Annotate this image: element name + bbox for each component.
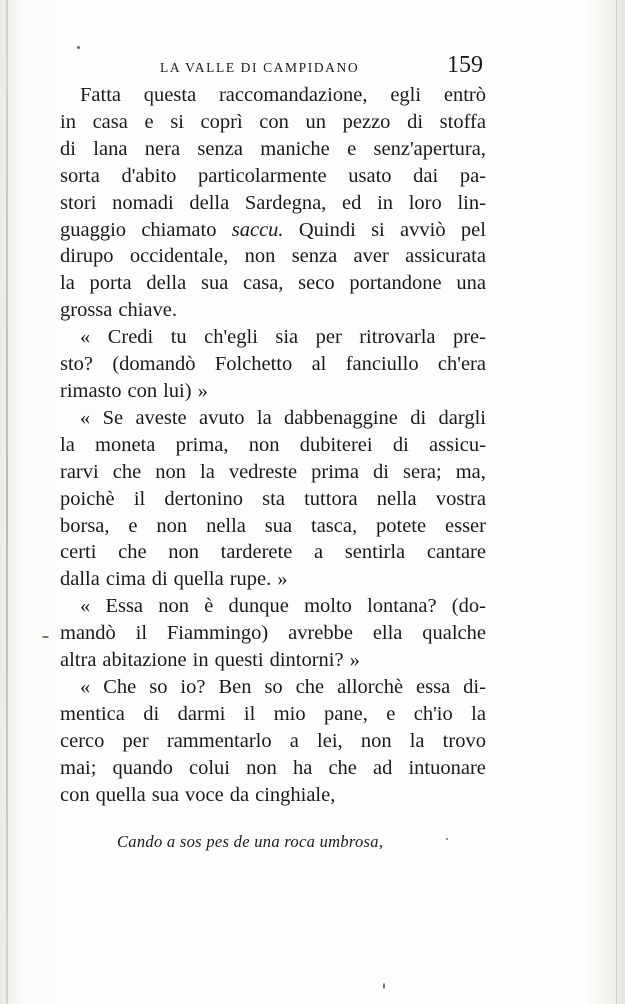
text-line — [60, 674, 486, 701]
word: Se — [102, 406, 124, 429]
paper-speck — [77, 46, 80, 49]
word: non — [244, 245, 276, 268]
word: della — [146, 272, 187, 295]
word: aver — [353, 245, 389, 268]
word: « — [80, 675, 91, 698]
word: dargli — [438, 406, 486, 429]
word: rupe. — [229, 568, 272, 591]
word: vedreste — [228, 460, 298, 483]
word: egli — [390, 84, 422, 106]
word: non — [248, 433, 280, 456]
word: cima — [105, 568, 146, 591]
word: saccu. — [231, 218, 284, 241]
word: (do- — [451, 595, 486, 618]
text-line — [60, 378, 486, 405]
word: assicurata — [405, 245, 486, 268]
text-line — [60, 566, 486, 593]
word: il — [243, 702, 256, 725]
word: Fiammingo) — [166, 622, 269, 645]
text-line — [60, 782, 486, 809]
word: moneta — [95, 433, 156, 456]
word: il — [135, 622, 148, 645]
running-title: LA VALLE DI CAMPIDANO — [160, 60, 360, 75]
word: non — [158, 595, 189, 618]
word: di — [151, 568, 168, 591]
word: so — [149, 675, 168, 698]
word: sua — [151, 783, 180, 806]
word: di — [373, 460, 389, 483]
word: il — [133, 487, 146, 510]
word: poichè — [60, 487, 115, 510]
word: dertonino — [164, 487, 243, 510]
word: mio — [273, 702, 306, 725]
word: pel — [460, 218, 486, 241]
text-line — [60, 647, 486, 674]
word: sera; — [403, 460, 442, 483]
word: pa- — [459, 164, 486, 187]
word: voce — [185, 783, 224, 806]
text-line — [60, 432, 486, 459]
word: colui — [189, 756, 231, 779]
word: quando — [112, 756, 173, 779]
word: guaggio — [60, 218, 127, 241]
word: dubiterei — [299, 433, 373, 456]
word: Fatta — [80, 84, 121, 106]
word: darmi — [177, 702, 226, 725]
word: seco — [298, 272, 335, 295]
text-line — [60, 513, 486, 540]
text-line — [60, 539, 486, 566]
word: casa, — [243, 272, 284, 295]
word: « — [80, 595, 91, 618]
paper-speck — [42, 636, 49, 638]
word: sia — [275, 326, 299, 349]
word: pre- — [452, 326, 486, 349]
word: di — [143, 702, 160, 725]
word: avuto — [199, 406, 245, 429]
word: certi — [60, 541, 97, 564]
word: ma, — [455, 460, 486, 483]
word: Quindi — [298, 218, 356, 241]
word: di- — [463, 675, 486, 698]
word: dalla — [60, 568, 100, 591]
text-line — [60, 243, 486, 270]
verse-line: Cando a sos pes de una roca umbrosa, — [117, 832, 384, 851]
word: ha — [292, 756, 313, 779]
text-line — [60, 324, 486, 351]
word: esser — [445, 514, 486, 537]
word: chiave. — [118, 299, 178, 322]
word: stoffa — [439, 110, 486, 133]
word: non — [246, 756, 277, 779]
text-line — [60, 109, 486, 136]
word: tasca, — [311, 514, 358, 537]
word: rimasto — [60, 379, 122, 402]
word: sorta — [60, 164, 100, 187]
word: cantare — [426, 541, 486, 564]
page-number: 159 — [447, 52, 483, 78]
word: senz'apertura, — [373, 137, 486, 160]
word: Ben — [218, 675, 252, 698]
word: che — [112, 460, 142, 483]
word: mentica — [60, 702, 125, 725]
word: della — [189, 191, 230, 214]
word: avviò — [400, 218, 446, 241]
word: trovo — [442, 729, 486, 752]
word: fanciullo — [345, 353, 419, 376]
text-line — [60, 620, 486, 647]
word: nomadi — [112, 191, 174, 214]
word: dai — [413, 164, 439, 187]
word: sto? — [60, 353, 94, 376]
word: che — [295, 675, 325, 698]
word: mai; — [60, 756, 97, 779]
word: si — [170, 110, 184, 133]
word: occidentale, — [129, 245, 229, 268]
word: di — [60, 137, 76, 160]
word: rammentarlo — [166, 729, 272, 752]
word: dunque — [228, 595, 289, 618]
word: ad — [373, 756, 393, 779]
word: lontana? — [367, 595, 437, 618]
word: entrò — [443, 84, 486, 106]
word: pezzo — [342, 110, 391, 133]
word: porta — [89, 272, 132, 295]
word: la — [60, 272, 75, 295]
word: so — [264, 675, 283, 698]
text-line — [60, 593, 486, 620]
word: lin- — [457, 191, 486, 214]
word: avrebbe — [288, 622, 353, 645]
word: borsa, — [60, 514, 110, 537]
word: lui) — [163, 379, 192, 402]
word: ritrovarla — [359, 326, 436, 349]
word: sentirla — [344, 541, 406, 564]
text-line — [60, 163, 486, 190]
word: grossa — [60, 299, 113, 322]
word: Essa — [105, 595, 144, 618]
word: di — [407, 110, 424, 133]
word: qualche — [422, 622, 486, 645]
word: loro — [408, 191, 442, 214]
word: prima — [311, 460, 359, 483]
word: sua — [264, 514, 293, 537]
page-binding-edge — [6, 0, 8, 1004]
text-line — [60, 351, 486, 378]
word: e — [347, 137, 357, 160]
word: la — [471, 702, 486, 725]
word: quella — [173, 568, 224, 591]
word: abitazione — [102, 649, 187, 672]
word: tuttora — [304, 487, 358, 510]
word: non — [155, 460, 186, 483]
word: allorchè — [337, 675, 404, 698]
text-line — [60, 270, 486, 297]
paper-speck — [446, 838, 448, 840]
word: Sardegna, — [244, 191, 327, 214]
word: con — [259, 110, 289, 133]
word: ch'egli — [204, 326, 258, 349]
word: intuonare — [408, 756, 486, 779]
word: sua — [200, 272, 229, 295]
word: che — [328, 756, 357, 779]
word: usato — [348, 164, 392, 187]
word: » — [197, 379, 208, 402]
word: non — [168, 541, 199, 564]
word: non — [360, 729, 392, 752]
word: casa — [92, 110, 128, 133]
text-line — [60, 297, 486, 324]
text-line — [60, 190, 486, 217]
word: ch'io — [413, 702, 453, 725]
word: non — [156, 514, 188, 537]
word: la — [60, 433, 75, 456]
word: Credi — [107, 326, 154, 349]
word: la — [409, 729, 425, 752]
word: dintorni? — [269, 649, 344, 672]
word: a — [289, 729, 299, 752]
word: ed — [342, 191, 362, 214]
word: in — [60, 110, 76, 133]
word: di — [392, 433, 409, 456]
word: da — [229, 783, 250, 806]
word: « — [80, 326, 91, 349]
word: la — [200, 460, 215, 483]
word: io? — [180, 675, 206, 698]
word: » — [349, 649, 360, 672]
word: a — [314, 541, 324, 564]
word: e — [128, 514, 138, 537]
word: portandone — [349, 272, 442, 295]
word: che — [118, 541, 147, 564]
word: questa — [143, 84, 197, 106]
word: maniche — [260, 137, 330, 160]
word: per — [315, 326, 342, 349]
word: e — [144, 110, 154, 133]
word: pane, — [324, 702, 368, 725]
word: al — [311, 353, 327, 376]
word: lei, — [317, 729, 343, 752]
text-line — [60, 701, 486, 728]
word: e — [386, 702, 396, 725]
text-line — [60, 82, 486, 109]
word: dabbenaggine — [284, 406, 398, 429]
word: cerco — [60, 729, 105, 752]
word: è — [204, 595, 214, 618]
word: tu — [170, 326, 187, 349]
word: questi — [214, 649, 264, 672]
word: tarderete — [220, 541, 293, 564]
body-text — [60, 82, 486, 808]
word: altra — [60, 649, 97, 672]
text-line — [60, 728, 486, 755]
word: un — [305, 110, 327, 133]
paper-speck — [383, 983, 385, 989]
word: d'abito — [121, 164, 177, 187]
word: la — [256, 406, 272, 429]
word: in — [192, 649, 209, 672]
text-line — [60, 755, 486, 782]
text-line — [60, 136, 486, 163]
word: nera — [144, 137, 181, 160]
word: sta — [262, 487, 285, 510]
word: di — [410, 406, 427, 429]
word: molto — [304, 595, 352, 618]
word: senza — [291, 245, 338, 268]
word: quella — [95, 783, 146, 806]
word: si — [371, 218, 385, 241]
page-outer-edge — [616, 0, 617, 1004]
word: potete — [376, 514, 427, 537]
word: vostra — [435, 487, 486, 510]
word: (domandò — [112, 353, 196, 376]
word: in — [377, 191, 394, 214]
word: cinghiale, — [255, 783, 336, 806]
word: con — [127, 379, 158, 402]
word: dirupo — [60, 245, 114, 268]
word: prima, — [175, 433, 229, 456]
word: nella — [376, 487, 417, 510]
word: con — [60, 783, 90, 806]
text-line — [60, 405, 486, 432]
text-line — [60, 486, 486, 513]
word: ch'era — [437, 353, 486, 376]
word: nella — [206, 514, 246, 537]
word: Folchetto — [214, 353, 293, 376]
word: assicu- — [428, 433, 486, 456]
word: raccomandazione, — [218, 84, 368, 106]
word: chiamato — [141, 218, 217, 241]
word: « — [80, 406, 91, 429]
word: rarvi — [60, 460, 99, 483]
word: ella — [372, 622, 403, 645]
word: senza — [197, 137, 243, 160]
word: per — [122, 729, 149, 752]
word: mandò — [60, 622, 116, 645]
text-line — [60, 459, 486, 486]
word: particolarmente — [198, 164, 327, 187]
text-line — [60, 217, 486, 244]
word: lana — [93, 137, 128, 160]
word: coprì — [200, 110, 243, 133]
word: essa — [416, 675, 451, 698]
word: » — [277, 568, 288, 591]
word: aveste — [135, 406, 187, 429]
word: una — [456, 272, 486, 295]
word: stori — [60, 191, 97, 214]
word: Che — [103, 675, 137, 698]
